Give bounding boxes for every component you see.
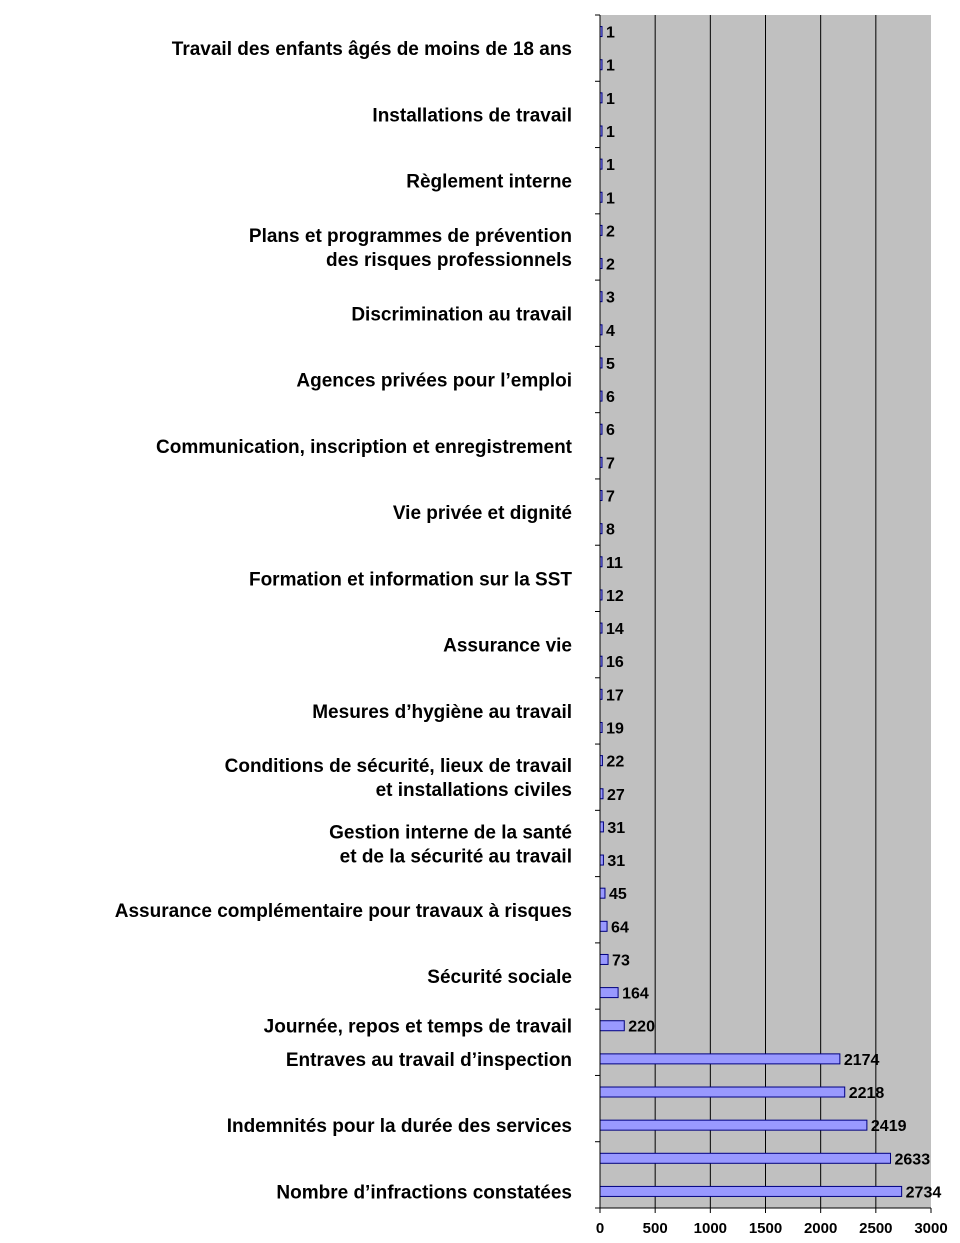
category-label: Gestion interne de la santé [329, 822, 572, 844]
bar [600, 855, 603, 865]
value-label: 1 [606, 123, 615, 141]
value-label: 5 [606, 355, 615, 373]
value-label: 64 [611, 919, 629, 937]
value-label: 6 [606, 389, 615, 407]
category-label: Formation et information sur la SST [248, 569, 572, 591]
category-label: Discrimination au travail [351, 304, 572, 326]
value-label: 73 [612, 952, 630, 970]
category-label: et installations civiles [375, 780, 572, 802]
value-label: 7 [606, 488, 615, 506]
value-label: 2 [606, 223, 615, 241]
bar [600, 954, 608, 964]
value-label: 220 [628, 1018, 655, 1036]
value-label: 17 [606, 687, 624, 705]
value-label: 31 [607, 819, 626, 837]
x-tick-label: 0 [595, 1220, 605, 1237]
category-label: Travail des enfants âgés de moins de 18 ans [171, 39, 572, 61]
bar [600, 1087, 845, 1097]
bar [600, 822, 603, 832]
value-label: 4 [606, 322, 615, 340]
bar [600, 988, 618, 998]
bar [600, 1054, 840, 1064]
category-label: Indemnités pour la durée des services [226, 1116, 572, 1138]
value-label: 12 [606, 587, 624, 605]
category-label: et de la sécurité au travail [339, 846, 572, 868]
value-label: 7 [606, 455, 615, 473]
value-label: 2218 [848, 1085, 885, 1103]
value-label: 1 [606, 57, 615, 75]
bar [600, 888, 605, 898]
bar [600, 1120, 867, 1130]
value-label: 1 [606, 190, 615, 208]
category-label: Journée, repos et temps de travail [263, 1016, 572, 1038]
value-label: 6 [606, 422, 615, 440]
category-label: des risques professionnels [325, 249, 572, 271]
value-label: 2633 [894, 1151, 931, 1169]
value-label: 2419 [870, 1118, 907, 1136]
category-label: Entraves au travail d’inspection [285, 1049, 572, 1071]
x-tick-label: 500 [642, 1220, 668, 1237]
value-label: 27 [606, 786, 625, 804]
x-axis-tick-labels [596, 1220, 948, 1237]
value-label: 8 [606, 521, 615, 539]
x-tick-label: 1500 [748, 1220, 783, 1237]
category-label: Plans et programmes de prévention [248, 225, 572, 247]
value-label: 2 [606, 256, 615, 274]
value-label: 1 [606, 24, 615, 42]
x-tick-label: 1000 [693, 1220, 728, 1237]
category-label: Installations de travail [372, 105, 572, 127]
bar [600, 921, 607, 931]
x-tick-label: 2000 [803, 1220, 838, 1237]
value-label: 2174 [843, 1051, 880, 1069]
category-label: Mesures d’hygiène au travail [312, 701, 572, 723]
bar [600, 1153, 891, 1163]
category-label: Assurance vie [443, 635, 572, 657]
bar [600, 1021, 624, 1031]
value-label: 31 [607, 853, 626, 871]
value-label: 16 [606, 654, 624, 672]
category-label: Nombre d’infractions constatées [276, 1182, 572, 1204]
value-label: 22 [606, 753, 625, 771]
value-label: 3 [606, 289, 615, 307]
value-label: 164 [622, 985, 649, 1003]
y-axis-ticks [595, 15, 600, 1208]
category-label: Agences privées pour l’emploi [296, 370, 572, 392]
value-label: 1 [606, 157, 615, 175]
value-label: 19 [606, 720, 624, 738]
category-label: Vie privée et dignité [392, 503, 572, 525]
category-label: Sécurité sociale [427, 967, 572, 989]
bar [600, 1186, 902, 1196]
value-label: 11 [606, 554, 623, 572]
x-tick-label: 3000 [914, 1220, 948, 1237]
value-label: 14 [606, 621, 624, 639]
category-label: Règlement interne [406, 171, 572, 193]
value-label: 1 [606, 90, 615, 108]
category-label: Communication, inscription et enregistrement [156, 436, 572, 458]
category-labels [115, 39, 573, 1203]
value-label: 2734 [905, 1184, 942, 1202]
category-label: Conditions de sécurité, lieux de travail [224, 756, 572, 778]
x-tick-label: 2500 [859, 1220, 893, 1237]
value-label: 45 [608, 886, 627, 904]
category-label: Assurance complémentaire pour travaux à risques [114, 900, 572, 922]
